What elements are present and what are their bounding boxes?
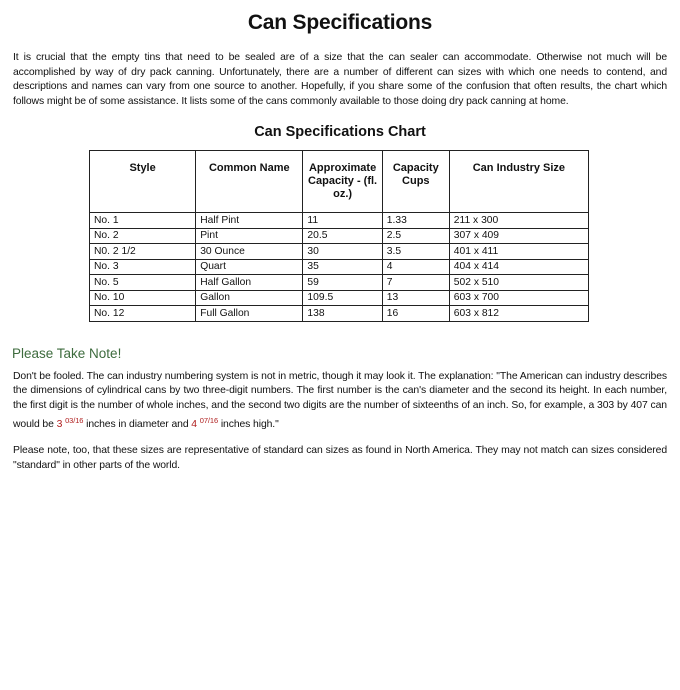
table-row: [90, 213, 589, 229]
cell-common-name: Half Pint: [196, 213, 303, 229]
header-style: Style: [90, 151, 196, 213]
cell-capacity-cups: 2.5: [382, 228, 449, 244]
cell-approx-capacity: 59: [303, 275, 382, 291]
cell-common-name: Gallon: [196, 290, 303, 306]
chart-title: Can Specifications Chart: [254, 124, 426, 141]
cell-approx-capacity: 138: [303, 306, 382, 322]
table-row: [90, 306, 589, 322]
cell-capacity-cups: 4: [382, 259, 449, 275]
cell-capacity-cups: 16: [382, 306, 449, 322]
cell-approx-capacity: 11: [303, 213, 382, 229]
cell-style: No. 5: [90, 275, 196, 291]
table-row: [90, 290, 589, 306]
note-text-middle: inches in diameter and: [83, 418, 192, 430]
intro-paragraph: It is crucial that the empty tins that need to be sealed are of a size that the can sealer can accommodate. Otherwise not much will be accomplished by way of dry pack canning. Unfortunately, there are a number of different can sizes with which one needs to contend, and descriptions and names can vary from one source to another. Hopefully, if you share some of the confusion that often results, the chart which follows might be of some assistance. It lists some of the cans commonly available to those doing dry pack canning at home.: [13, 52, 667, 107]
cell-industry-size: 211 x 300: [449, 213, 588, 229]
cell-industry-size: 603 x 812: [449, 306, 588, 322]
cell-approx-capacity: 30: [303, 244, 382, 260]
cell-approx-capacity: 35: [303, 259, 382, 275]
note-paragraph: [13, 370, 667, 432]
cell-style: No. 10: [90, 290, 196, 306]
cell-industry-size: 307 x 409: [449, 228, 588, 244]
height-fraction: 07/16: [199, 415, 219, 425]
cell-industry-size: 404 x 414: [449, 259, 588, 275]
can-specifications-table: [89, 150, 589, 322]
cell-common-name: Quart: [196, 259, 303, 275]
cell-capacity-cups: 13: [382, 290, 449, 306]
cell-style: No. 1: [90, 213, 196, 229]
note-text-end: inches high.": [218, 418, 279, 430]
table-row: [90, 244, 589, 260]
header-common-name: Common Name: [196, 151, 303, 213]
table-row: [90, 275, 589, 291]
table-header-row: [90, 151, 589, 213]
cell-industry-size: 401 x 411: [449, 244, 588, 260]
regional-note-paragraph: Please note, too, that these sizes are representative of standard can sizes as found in North America. They may not match can sizes considered "standard" in other parts of the world.: [13, 445, 667, 471]
cell-style: No. 3: [90, 259, 196, 275]
cell-capacity-cups: 3.5: [382, 244, 449, 260]
cell-capacity-cups: 1.33: [382, 213, 449, 229]
cell-style: N0. 2 1/2: [90, 244, 196, 260]
note-text-start: Don't be fooled. The can industry numbering system is not in metric, though it may look it. The explanation: "The American can industry describes the dimensions of cylindrical cans by two three-digit numbers. The first number is the can's diameter and the second its height. In each number, the first digit is the number of whole inches, and the second two digits are the number of sixteenths of an inch. So, for example, a 303 by 407 can would be: [13, 370, 667, 430]
header-industry-size: Can Industry Size: [449, 151, 588, 213]
cell-industry-size: 502 x 510: [449, 275, 588, 291]
header-capacity-cups: Capacity Cups: [382, 151, 449, 213]
table-row: [90, 228, 589, 244]
cell-approx-capacity: 109.5: [303, 290, 382, 306]
note-heading: Please Take Note!: [12, 345, 122, 361]
cell-common-name: Full Gallon: [196, 306, 303, 322]
cell-industry-size: 603 x 700: [449, 290, 588, 306]
cell-common-name: Half Gallon: [196, 275, 303, 291]
cell-approx-capacity: 20.5: [303, 228, 382, 244]
cell-capacity-cups: 7: [382, 275, 449, 291]
diameter-whole-inches: 3: [56, 418, 63, 430]
cell-style: No. 12: [90, 306, 196, 322]
cell-common-name: Pint: [196, 228, 303, 244]
table-row: [90, 259, 589, 275]
diameter-fraction: 03/16: [65, 415, 84, 425]
cell-common-name: 30 Ounce: [196, 244, 303, 260]
cell-style: No. 2: [90, 228, 196, 244]
page-title: Can Specifications: [247, 11, 433, 34]
header-approx-capacity: Approximate Capacity - (fl. oz.): [303, 151, 382, 213]
height-whole-inches: 4: [191, 418, 197, 430]
